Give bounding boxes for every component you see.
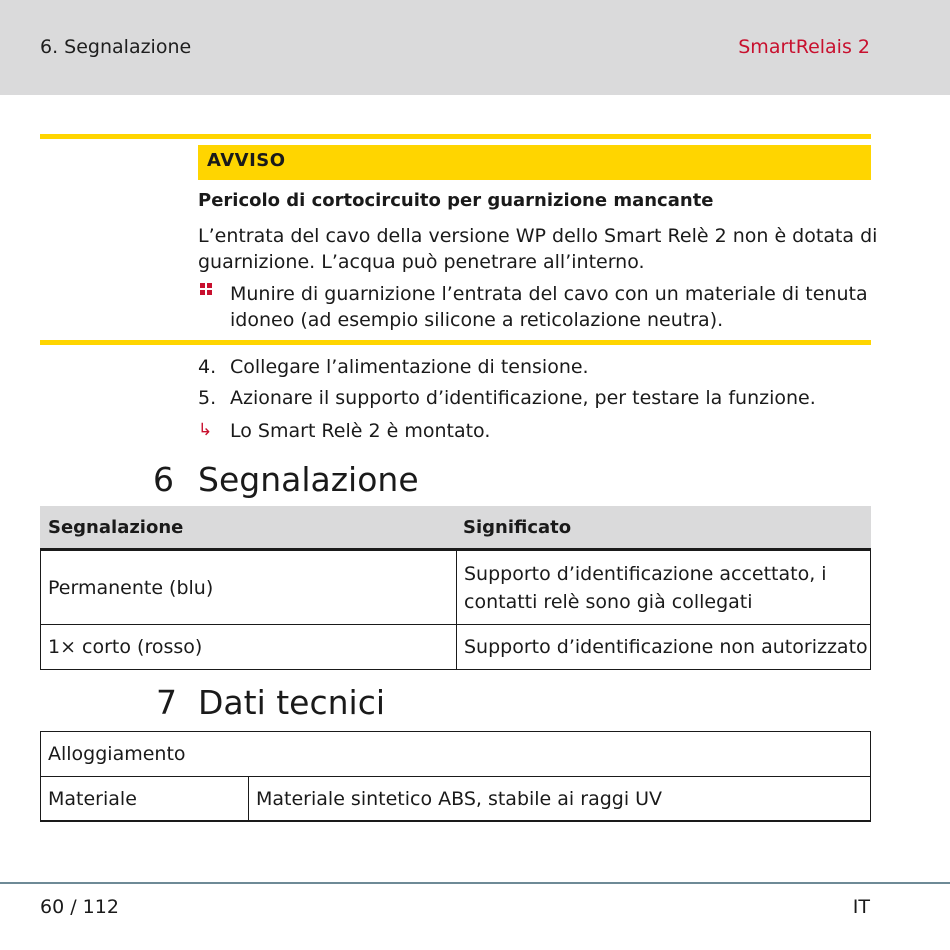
section-number: 7 bbox=[156, 683, 177, 722]
page-number: 60 / 112 bbox=[40, 896, 119, 918]
notice-bottom-rule bbox=[40, 340, 871, 345]
table-cell: 1× corto (rosso) bbox=[40, 624, 457, 670]
step-number: 5. bbox=[198, 387, 217, 409]
section-title: Segnalazione bbox=[198, 460, 419, 499]
table-cell: Materiale sintetico ABS, stabile ai raggi UV bbox=[248, 776, 871, 822]
section-number: 6 bbox=[153, 460, 174, 499]
header-section-title: 6. Segnalazione bbox=[40, 36, 192, 58]
notice-text: L’entrata del cavo della versione WP dello Smart Relè 2 non è dotata di guarnizione. L’acqua può penetrare all’interno. bbox=[198, 225, 878, 273]
footer-rule bbox=[0, 882, 950, 884]
table-header bbox=[40, 506, 871, 550]
result-text: Lo Smart Relè 2 è montato. bbox=[230, 420, 491, 442]
column-header: Significato bbox=[463, 517, 572, 538]
result-arrow-icon: ↳ bbox=[198, 420, 213, 440]
step-text: Azionare il supporto d’identificazione, per testare la funzione. bbox=[230, 387, 816, 409]
step-number: 4. bbox=[198, 356, 217, 378]
header-product-name: SmartRelais 2 bbox=[738, 36, 870, 58]
table-cell: Permanente (blu) bbox=[40, 550, 457, 625]
language-code: IT bbox=[852, 896, 870, 918]
notice-title: Pericolo di cortocircuito per guarnizione mancante bbox=[198, 190, 714, 211]
table-group-row: Alloggiamento bbox=[40, 731, 871, 777]
notice-top-rule bbox=[40, 134, 871, 139]
step-text: Collegare l’alimentazione di tensione. bbox=[230, 356, 589, 378]
page-header bbox=[0, 0, 950, 95]
notice-bullet-text: Munire di guarnizione l’entrata del cavo con un materiale di tenuta idoneo (ad esempio silicone a reticolazione neutra). bbox=[230, 283, 868, 331]
notice-label: AVVISO bbox=[198, 145, 871, 180]
column-header: Segnalazione bbox=[48, 517, 184, 538]
table-cell: Supporto d’identificazione non autorizzato bbox=[456, 624, 871, 670]
section-title: Dati tecnici bbox=[198, 683, 386, 722]
table-cell: Materiale bbox=[40, 776, 249, 822]
table-cell: Supporto d’identificazione accettato, i contatti relè sono già collegati bbox=[456, 550, 871, 625]
